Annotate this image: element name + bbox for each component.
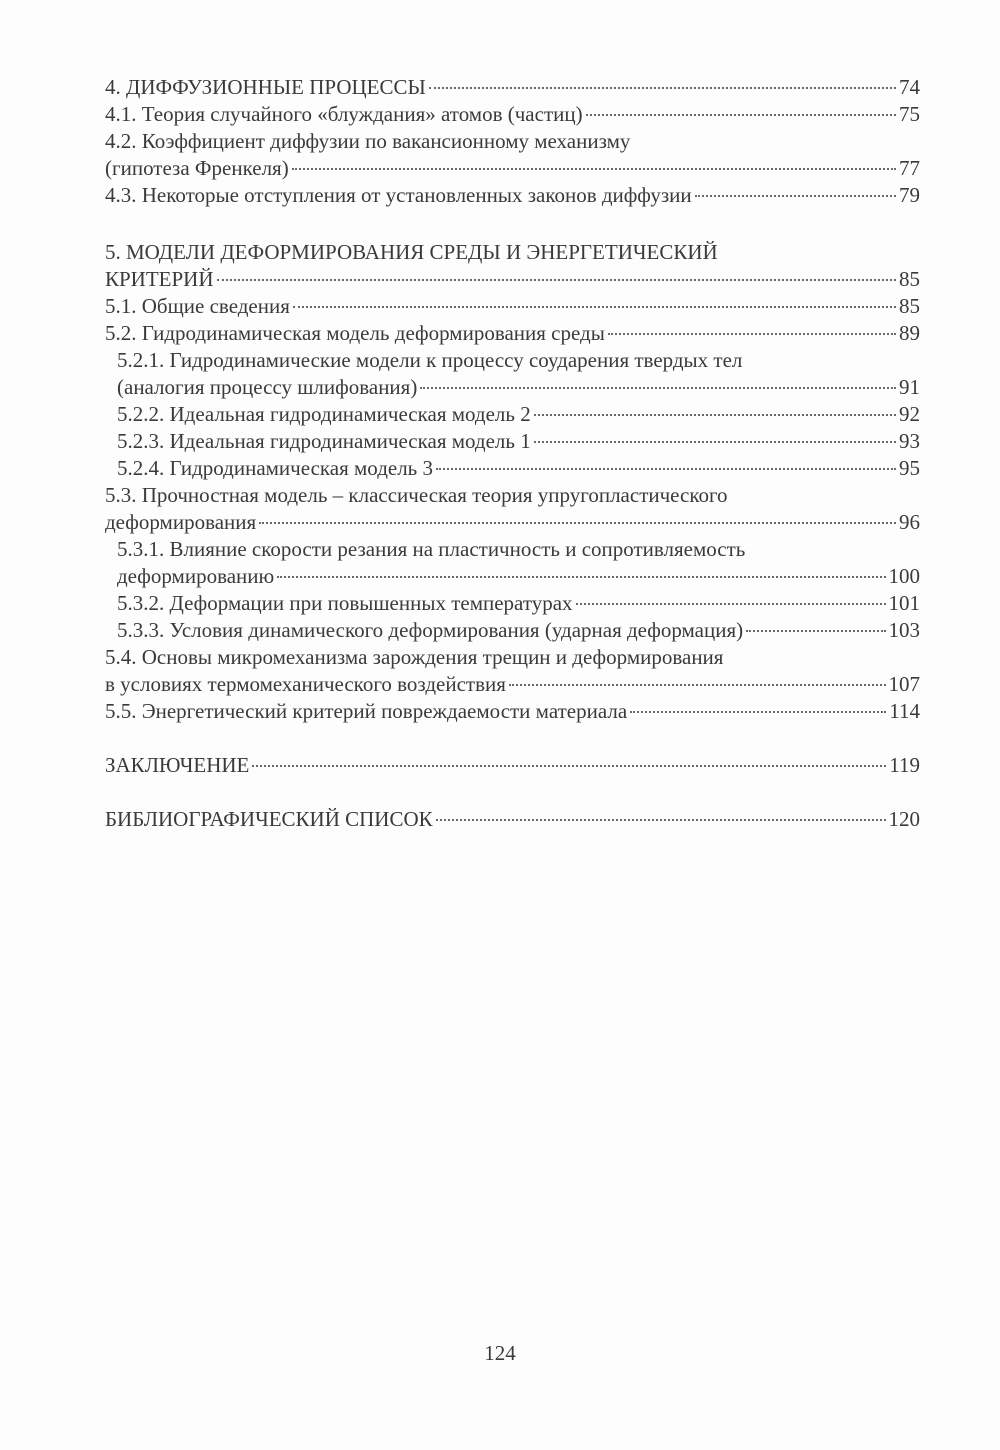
- toc-entry-5-2-4[interactable]: [105, 455, 920, 482]
- toc-entry-5-3[interactable]: [105, 482, 920, 536]
- toc-entry-5-4[interactable]: [105, 644, 920, 698]
- toc-entry-title: 5.2. Гидродинамическая модель деформирования среды: [105, 321, 605, 345]
- toc-entry-conclusion[interactable]: [105, 752, 920, 779]
- toc-entry-5-2[interactable]: [105, 320, 920, 347]
- toc-page-number: 89: [899, 321, 920, 345]
- toc-entry-title-line-2: КРИТЕРИЙ: [105, 267, 214, 291]
- toc-entry-chapter-4[interactable]: [105, 74, 920, 101]
- toc-entry-title-line-1: 5.3. Прочностная модель – классическая теория упругопластического: [105, 483, 728, 507]
- toc-page-number: 107: [888, 672, 920, 696]
- toc-entry-title: 4. ДИФФУЗИОННЫЕ ПРОЦЕССЫ: [105, 75, 426, 99]
- toc-page-number: 79: [899, 183, 920, 207]
- toc-entry-title-line-1: 5.3.1. Влияние скорости резания на пластичность и сопротивляемость: [117, 537, 746, 561]
- toc-entry-bibliography[interactable]: [105, 806, 920, 833]
- toc-entry-4-2[interactable]: [105, 128, 920, 182]
- toc-leader-dots: [576, 603, 886, 605]
- toc-page-number: 85: [899, 294, 920, 318]
- toc-entry-title-line-1: 5. МОДЕЛИ ДЕФОРМИРОВАНИЯ СРЕДЫ И ЭНЕРГЕТИЧЕСКИЙ: [105, 240, 718, 264]
- toc-entry-title-line-1: 4.2. Коэффициент диффузии по вакансионному механизму: [105, 129, 631, 153]
- toc-entry-chapter-5[interactable]: [105, 239, 920, 293]
- toc-page-number: 91: [899, 375, 920, 399]
- toc-entry-title: 5.2.4. Гидродинамическая модель 3: [117, 456, 434, 480]
- toc-page-number: 93: [899, 429, 920, 453]
- toc-page-number: 92: [899, 402, 920, 426]
- toc-entry-title-line-1: 5.2.1. Гидродинамические модели к процессу соударения твердых тел: [117, 348, 743, 372]
- toc-leader-dots: [608, 333, 896, 335]
- toc-entry-5-3-2[interactable]: [105, 590, 920, 617]
- toc-leader-dots: [630, 711, 886, 713]
- toc-leader-dots: [695, 195, 896, 197]
- toc-page-number: 77: [899, 156, 920, 180]
- toc-entry-title: 5.3.3. Условия динамического деформирования (ударная деформация): [117, 618, 744, 642]
- toc-entry-title-line-2: деформирования: [105, 510, 257, 534]
- toc-entry-title: 5.2.3. Идеальная гидродинамическая модель 1: [117, 429, 531, 453]
- toc-entry-5-1[interactable]: [105, 293, 920, 320]
- toc-entry-title-line-2: (гипотеза Френкеля): [105, 156, 289, 180]
- toc-leader-dots: [259, 522, 896, 524]
- toc-page-number: 114: [889, 699, 920, 723]
- toc-entry-5-3-3[interactable]: [105, 617, 920, 644]
- toc-entry-title: БИБЛИОГРАФИЧЕСКИЙ СПИСОК: [105, 807, 433, 831]
- toc-page-number: 95: [899, 456, 920, 480]
- toc-leader-dots: [586, 114, 896, 116]
- toc-leader-dots: [436, 819, 886, 821]
- toc-page-number: 85: [899, 267, 920, 291]
- toc-page-number: 75: [899, 102, 920, 126]
- toc-leader-dots: [293, 306, 896, 308]
- toc-entry-title: 5.2.2. Идеальная гидродинамическая модель 2: [117, 402, 531, 426]
- toc-entry-5-2-3[interactable]: [105, 428, 920, 455]
- toc-leader-dots: [509, 684, 886, 686]
- toc-leader-dots: [429, 87, 896, 89]
- page-number: 124: [484, 1341, 516, 1365]
- toc-entry-4-1[interactable]: [105, 101, 920, 128]
- toc-entry-title-line-2: деформированию: [117, 564, 275, 588]
- toc-page-number: 120: [888, 807, 920, 831]
- toc-entry-title: 4.1. Теория случайного «блуждания» атомов (частиц): [105, 102, 583, 126]
- toc-entry-title: 5.3.2. Деформации при повышенных температурах: [117, 591, 573, 615]
- toc-leader-dots: [252, 765, 886, 767]
- toc-leader-dots: [436, 468, 896, 470]
- toc-leader-dots: [277, 576, 885, 578]
- toc-page-number: 103: [888, 618, 920, 642]
- toc-leader-dots: [534, 441, 896, 443]
- toc-page-number: 74: [899, 75, 920, 99]
- toc-entry-title: 5.1. Общие сведения: [105, 294, 290, 318]
- toc-page-number: 119: [889, 753, 920, 777]
- toc-entry-5-2-1[interactable]: [105, 347, 920, 401]
- toc-entry-title: 4.3. Некоторые отступления от установленных законов диффузии: [105, 183, 692, 207]
- toc-entry-title-line-2: (аналогия процессу шлифования): [117, 375, 418, 399]
- toc-leader-dots: [534, 414, 896, 416]
- toc-leader-dots: [292, 168, 896, 170]
- toc-entry-title-line-1: 5.4. Основы микромеханизма зарождения трещин и деформирования: [105, 645, 724, 669]
- toc-leader-dots: [746, 630, 885, 632]
- toc-entry-title-line-2: в условиях термомеханического воздействия: [105, 672, 506, 696]
- toc-leader-dots: [420, 387, 896, 389]
- table-of-contents: [105, 74, 920, 833]
- toc-entry-4-3[interactable]: [105, 182, 920, 209]
- toc-entry-5-5[interactable]: [105, 698, 920, 725]
- toc-page-number: 100: [888, 564, 920, 588]
- toc-page-number: 96: [899, 510, 920, 534]
- toc-entry-title: 5.5. Энергетический критерий повреждаемости материала: [105, 699, 628, 723]
- toc-entry-5-2-2[interactable]: [105, 401, 920, 428]
- toc-entry-title: ЗАКЛЮЧЕНИЕ: [105, 753, 250, 777]
- toc-leader-dots: [217, 279, 896, 281]
- toc-page-number: 101: [888, 591, 920, 615]
- toc-entry-5-3-1[interactable]: [105, 536, 920, 590]
